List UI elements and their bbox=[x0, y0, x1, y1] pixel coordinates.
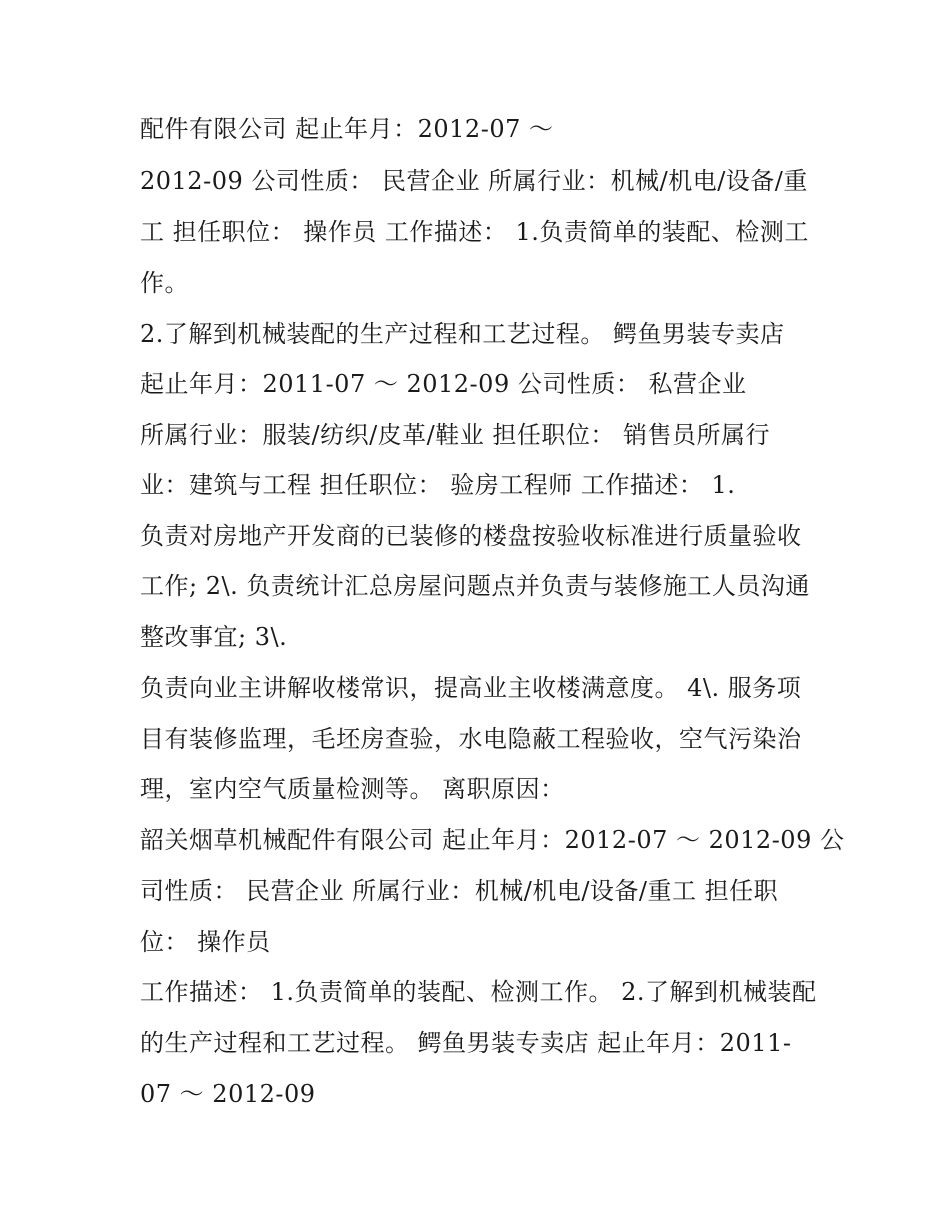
text-line: 所属行业：服装/纺织/皮革/鞋业 担任职位： 销售员所属行 bbox=[140, 421, 771, 449]
text-line: 负责对房地产开发商的已装修的楼盘按验收标准进行质量验收 bbox=[140, 522, 802, 550]
text-line: 业：建筑与工程 担任职位： 验房工程师 工作描述： 1. bbox=[140, 471, 736, 499]
text-line: 2.了解到机械装配的生产过程和工艺过程。 鳄鱼男装专卖店 bbox=[140, 320, 785, 348]
text-line: 位： 操作员 bbox=[140, 928, 271, 956]
text-line: 目有装修监理，毛坯房查验，水电隐蔽工程验收，空气污染治 bbox=[140, 725, 802, 753]
text-line: 2012-09 公司性质： 民营企业 所属行业：机械/机电/设备/重 bbox=[140, 167, 808, 195]
text-line: 工作描述： 1.负责简单的装配、检测工作。 2.了解到机械装配 bbox=[140, 978, 817, 1006]
text-line: 配件有限公司 起止年月：2012-07 ～ bbox=[140, 115, 554, 143]
text-line: 司性质： 民营企业 所属行业：机械/机电/设备/重工 担任职 bbox=[140, 877, 779, 905]
text-line: 韶关烟草机械配件有限公司 起止年月：2012-07 ～ 2012-09 公 bbox=[140, 826, 845, 854]
text-line: 起止年月：2011-07 ～ 2012-09 公司性质： 私营企业 bbox=[140, 370, 747, 398]
text-line: 整改事宜; 3\. bbox=[140, 623, 288, 651]
text-line: 作。 bbox=[140, 269, 189, 297]
text-line: 理，室内空气质量检测等。 离职原因： bbox=[140, 775, 565, 803]
text-line: 07 ～ 2012-09 bbox=[140, 1080, 316, 1108]
text-line: 工作; 2\. 负责统计汇总房屋问题点并负责与装修施工人员沟通 bbox=[140, 572, 810, 600]
text-line: 负责向业主讲解收楼常识，提高业主收楼满意度。 4\. 服务项 bbox=[140, 674, 802, 702]
text-line: 工 担任职位： 操作员 工作描述： 1.负责简单的装配、检测工 bbox=[140, 218, 809, 246]
text-line: 的生产过程和工艺过程。 鳄鱼男装专卖店 起止年月：2011- bbox=[140, 1029, 792, 1057]
